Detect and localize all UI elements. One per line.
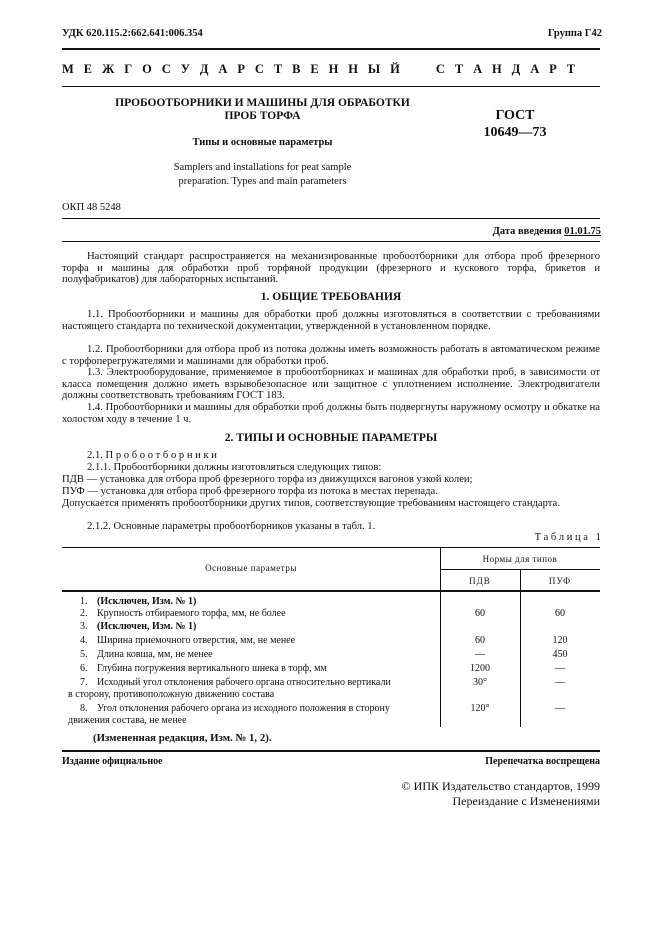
reprint-prohibited: Перепечатка воспрещена bbox=[485, 756, 600, 767]
title-line-2: ПРОБ ТОРФА bbox=[224, 110, 301, 122]
row-pdv-value: — bbox=[475, 649, 485, 660]
section-2-heading: 2. ТИПЫ И ОСНОВНЫЕ ПАРАМЕТРЫ bbox=[224, 432, 438, 444]
clause-1-3: 1.3. Электрооборудование, применяемое в пробоотборниках и машинах для обработки проб, в зависимости от класса помещения должно иметь взрывобезопасное или защитное с уплотнением исполнение. Электродвигатели должны соответствовать требованиям ГОСТ 183. bbox=[62, 367, 600, 402]
clause-2-1: 2.1. П р о б о о т б о р н и к и bbox=[87, 450, 217, 461]
row-parameter: Ширина приемочного отверстия, мм, не менее bbox=[97, 635, 296, 646]
footer-rule bbox=[62, 750, 600, 752]
subtitle: Типы и основные параметры bbox=[192, 137, 333, 148]
english-title-line-2: preparation. Types and main parameters bbox=[178, 176, 347, 187]
type-pdv: ПДВ — установка для отбора проб фрезерного торфа из движущихся вагонов узкой колеи; bbox=[62, 474, 473, 485]
row-puf-value: — bbox=[555, 703, 565, 714]
header-norms: Нормы для типов bbox=[482, 554, 558, 564]
row-parameter: (Исключен, Изм. № 1) bbox=[97, 596, 197, 607]
row-parameter: Крупность отбираемого торфа, мм, не более bbox=[97, 608, 286, 619]
row-number: 7. bbox=[80, 677, 88, 688]
row-parameter: Угол отклонения рабочего органа из исходного положения в сторону bbox=[97, 703, 390, 714]
okp-code: ОКП 48 5248 bbox=[62, 202, 121, 213]
official-edition: Издание официальное bbox=[62, 756, 163, 767]
row-pdv-value: 1200 bbox=[470, 663, 490, 674]
row-number: 6. bbox=[80, 663, 88, 674]
row-puf-value: 60 bbox=[555, 608, 565, 619]
intro-date bbox=[493, 226, 601, 237]
row-number: 3. bbox=[80, 621, 88, 632]
header-puf: ПУФ bbox=[548, 576, 572, 586]
intro-date-value: 01.01.75 bbox=[564, 226, 601, 237]
clause-2-1-2: 2.1.2. Основные параметры пробоотборников указаны в табл. 1. bbox=[87, 521, 376, 532]
clause-1-2: 1.2. Пробоотборники для отбора проб из потока должны иметь возможность работать в автоматическом режиме с торфоперегружателями и машинами для обработки проб. bbox=[62, 344, 600, 367]
gost-label: ГОСТ bbox=[495, 108, 535, 123]
title-line-1: ПРОБООТБОРНИКИ И МАШИНЫ ДЛЯ ОБРАБОТКИ bbox=[115, 97, 410, 109]
row-number: 1. bbox=[80, 596, 88, 607]
reissue-notice: Переиздание с Изменениями bbox=[452, 794, 600, 808]
table-label: Т а б л и ц а 1 bbox=[534, 532, 601, 543]
row-pdv-value: 60 bbox=[475, 608, 485, 619]
intro-date-label: Дата введения bbox=[492, 226, 565, 237]
row-puf-value: — bbox=[555, 677, 565, 688]
intro-paragraph: Настоящий стандарт распространяется на механизированные пробоотборники для отбора проб фрезерного торфа и машины для обработки проб торфяной продукции (фрезерного и кускового торфа, брикетов и полуфабрикатов) для лабораторных испытаний. bbox=[62, 251, 600, 286]
row-parameter: Глубина погружения вертикального шнека в торф, мм bbox=[97, 663, 327, 674]
copyright-notice: © ИПК Издательство стандартов, 1999 bbox=[401, 779, 600, 793]
okp-rule bbox=[62, 218, 600, 219]
row-number: 2. bbox=[80, 608, 88, 619]
group-code: Группа Г42 bbox=[547, 28, 602, 39]
row-puf-value: 120 bbox=[552, 635, 568, 646]
other-types-note: Допускается применять пробоотборники других типов, соответствующие требованиям настоящего стандарта. bbox=[62, 498, 560, 509]
revision-note: (Измененная редакция, Изм. № 1, 2). bbox=[93, 732, 272, 744]
header-params: Основные параметры bbox=[205, 563, 297, 573]
gost-number: 10649—73 bbox=[483, 125, 547, 140]
banner-rule bbox=[62, 86, 600, 87]
row-number: 5. bbox=[80, 649, 88, 660]
row-pdv-value: 30° bbox=[473, 677, 487, 688]
row-number: 4. bbox=[80, 635, 88, 646]
row-parameter: Длина ковша, мм, не менее bbox=[97, 649, 213, 660]
date-rule bbox=[62, 241, 600, 242]
clause-1-1: 1.1. Пробоотборники и машины для обработки проб должны изготовляться в соответствии с требованиями настоящего стандарта по технической документации, утвержденной в установленном порядке. bbox=[62, 309, 600, 332]
table-top-border bbox=[62, 547, 600, 548]
row-parameter-continued: движения состава, не менее bbox=[68, 715, 187, 726]
standard-banner: М Е Ж Г О С У Д А Р С Т В Е Н Н Ы Й С Т А Н Д А Р Т bbox=[62, 62, 579, 76]
udk-code: УДК 620.115.2:662.641:006.354 bbox=[62, 28, 203, 39]
clause-1-4: 1.4. Пробоотборники и машины для обработки проб должны быть подвергнуты наружному осмотру и обкатке на холостом ходу в течение 1 ч. bbox=[62, 402, 600, 425]
row-pdv-value: 120° bbox=[470, 703, 490, 714]
row-puf-value: 450 bbox=[552, 649, 568, 660]
english-title-line-1: Samplers and installations for peat sample bbox=[173, 162, 352, 173]
header-pdv: ПДВ bbox=[469, 576, 491, 586]
row-parameter-continued: в сторону, противоположную движению состава bbox=[68, 689, 275, 700]
row-parameter: (Исключен, Изм. № 1) bbox=[97, 621, 197, 632]
row-parameter: Исходный угол отклонения рабочего органа относительно вертикали bbox=[97, 677, 391, 688]
section-1-heading: 1. ОБЩИЕ ТРЕБОВАНИЯ bbox=[260, 291, 402, 303]
clause-2-1-1: 2.1.1. Пробоотборники должны изготовляться следующих типов: bbox=[87, 462, 382, 473]
row-puf-value: — bbox=[555, 663, 565, 674]
type-puf: ПУФ — установка для отбора проб фрезерного торфа из потока в местах перепада. bbox=[62, 486, 438, 497]
row-pdv-value: 60 bbox=[475, 635, 485, 646]
header-rule bbox=[62, 48, 600, 50]
row-number: 8. bbox=[80, 703, 88, 714]
